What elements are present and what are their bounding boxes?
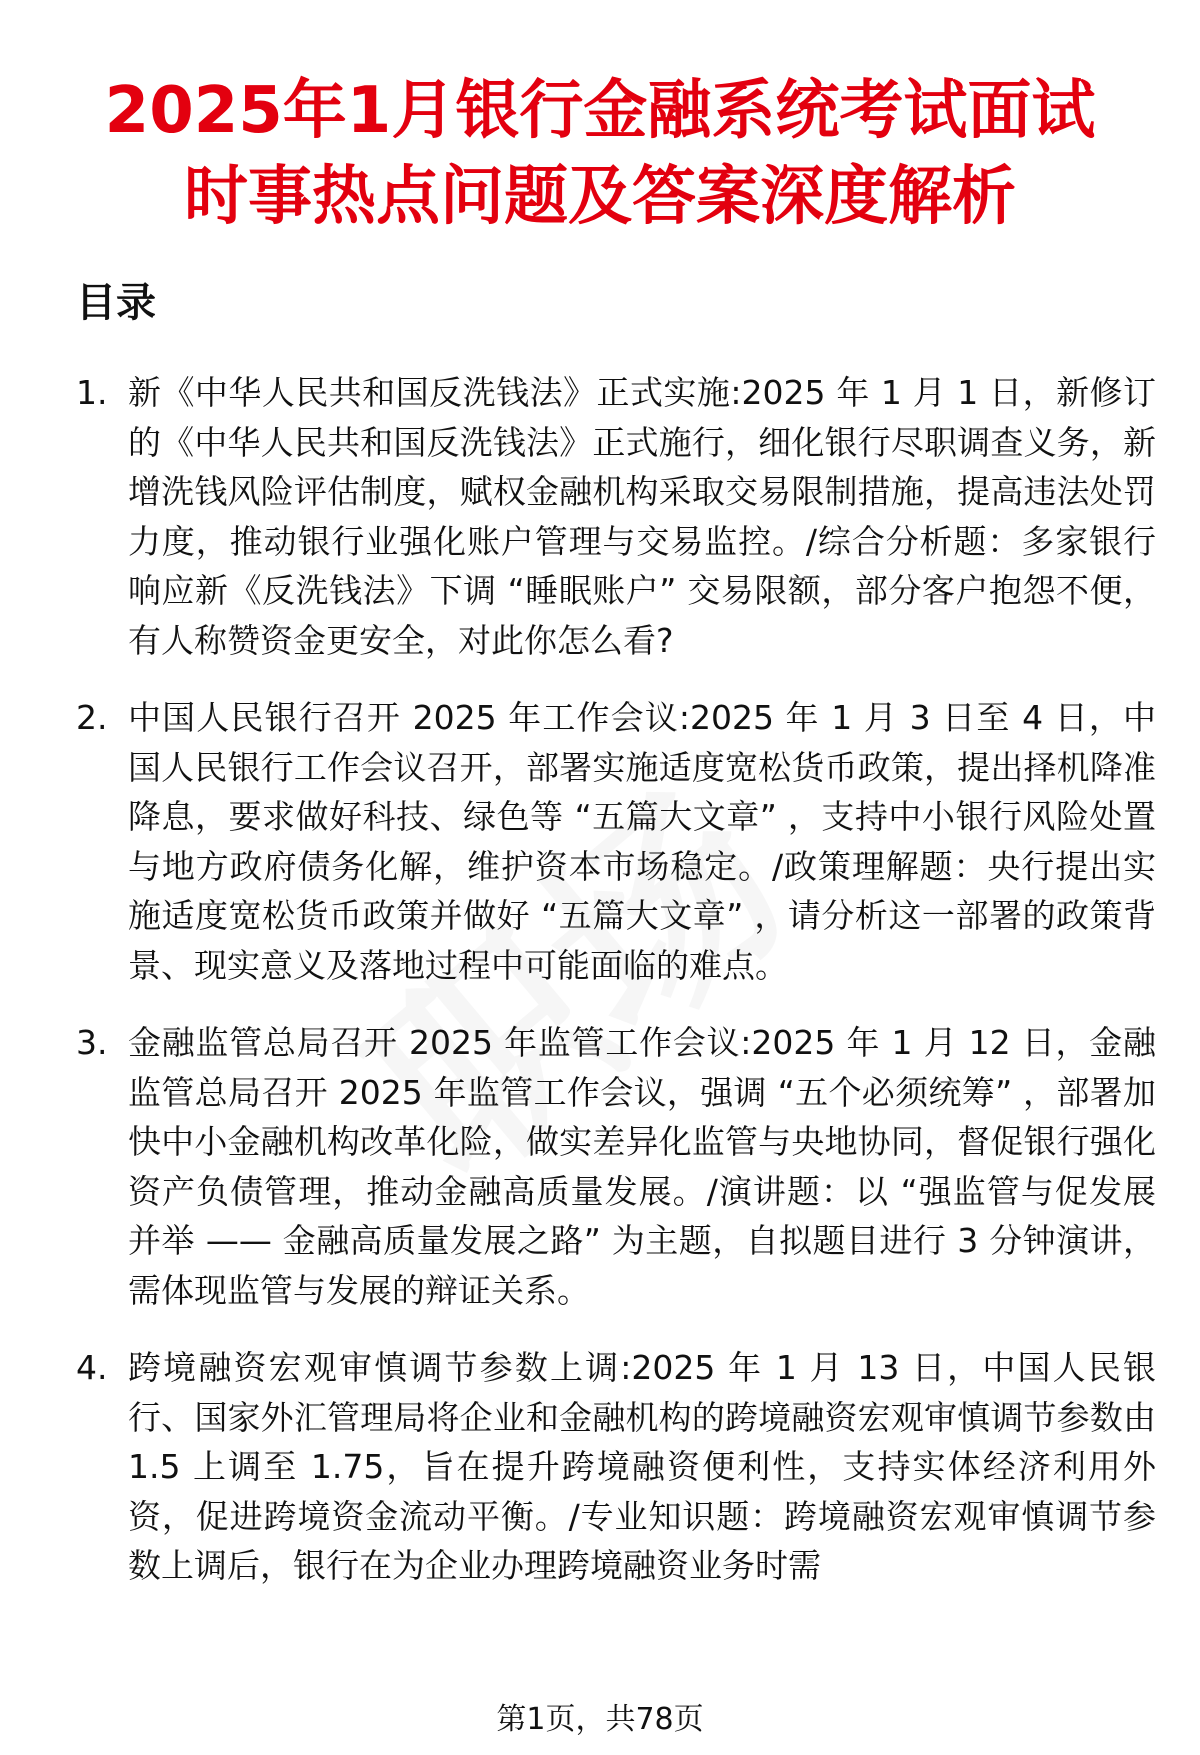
- toc-item-number: 2.: [76, 698, 108, 737]
- toc-item-text: 金融监管总局召开 2025 年监管工作会议:2025 年 1 月 12 日，金融监管总局召开 2025 年监管工作会议，强调 “五个必须统筹” ，部署加快中小金融机构改革化险，做实差异化监管与央地协同，督促银行强化资产负债管理，推动金融高质量发展。/演讲题：以 “强监管与促发展并举 —— 金融高质量发展之路” 为主题，自拟题目进行 3 分钟演讲，需体现监管与发展的辩证关系。: [128, 1023, 1156, 1310]
- toc-item-number: 4.: [76, 1348, 108, 1387]
- toc-item: [76, 1343, 1156, 1591]
- title-line-2: 时事热点问题及答案深度解析: [184, 160, 1016, 234]
- toc-list: [76, 368, 1156, 1619]
- toc-heading: 目录: [76, 280, 156, 326]
- page-footer: 第1页，共78页: [496, 1702, 704, 1737]
- toc-item: [76, 368, 1156, 665]
- toc-item: [76, 1018, 1156, 1315]
- toc-item-number: 1.: [76, 373, 108, 412]
- document-title: [40, 68, 1160, 240]
- toc-item: [76, 693, 1156, 990]
- toc-item-text: 跨境融资宏观审慎调节参数上调:2025 年 1 月 13 日，中国人民银行、国家外汇管理局将企业和金融机构的跨境融资宏观审慎调节参数由 1.5 上调至 1.75，旨在提升跨境融资便利性，支持实体经济利用外资，促进跨境资金流动平衡。/专业知识题：跨境融资宏观审慎调节参数上调后，银行在为企业办理跨境融资业务时需: [128, 1348, 1156, 1585]
- title-line-1: 2025年1月银行金融系统考试面试: [104, 74, 1096, 148]
- toc-item-text: 中国人民银行召开 2025 年工作会议:2025 年 1 月 3 日至 4 日，中国人民银行工作会议召开，部署实施适度宽松货币政策，提出择机降准降息，要求做好科技、绿色等 “五篇大文章” ，支持中小银行风险处置与地方政府债务化解，维护资本市场稳定。/政策理解题：央行提出实施适度宽松货币政策并做好 “五篇大文章” ，请分析这一部署的政策背景、现实意义及落地过程中可能面临的难点。: [128, 698, 1156, 985]
- toc-item-number: 3.: [76, 1023, 108, 1062]
- toc-item-text: 新《中华人民共和国反洗钱法》正式实施:2025 年 1 月 1 日，新修订的《中华人民共和国反洗钱法》正式施行，细化银行尽职调查义务，新增洗钱风险评估制度，赋权金融机构采取交易限制措施，提高违法处罚力度，推动银行业强化账户管理与交易监控。/综合分析题：多家银行响应新《反洗钱法》下调 “睡眠账户” 交易限额，部分客户抱怨不便，有人称赞资金更安全，对此你怎么看?: [128, 373, 1156, 660]
